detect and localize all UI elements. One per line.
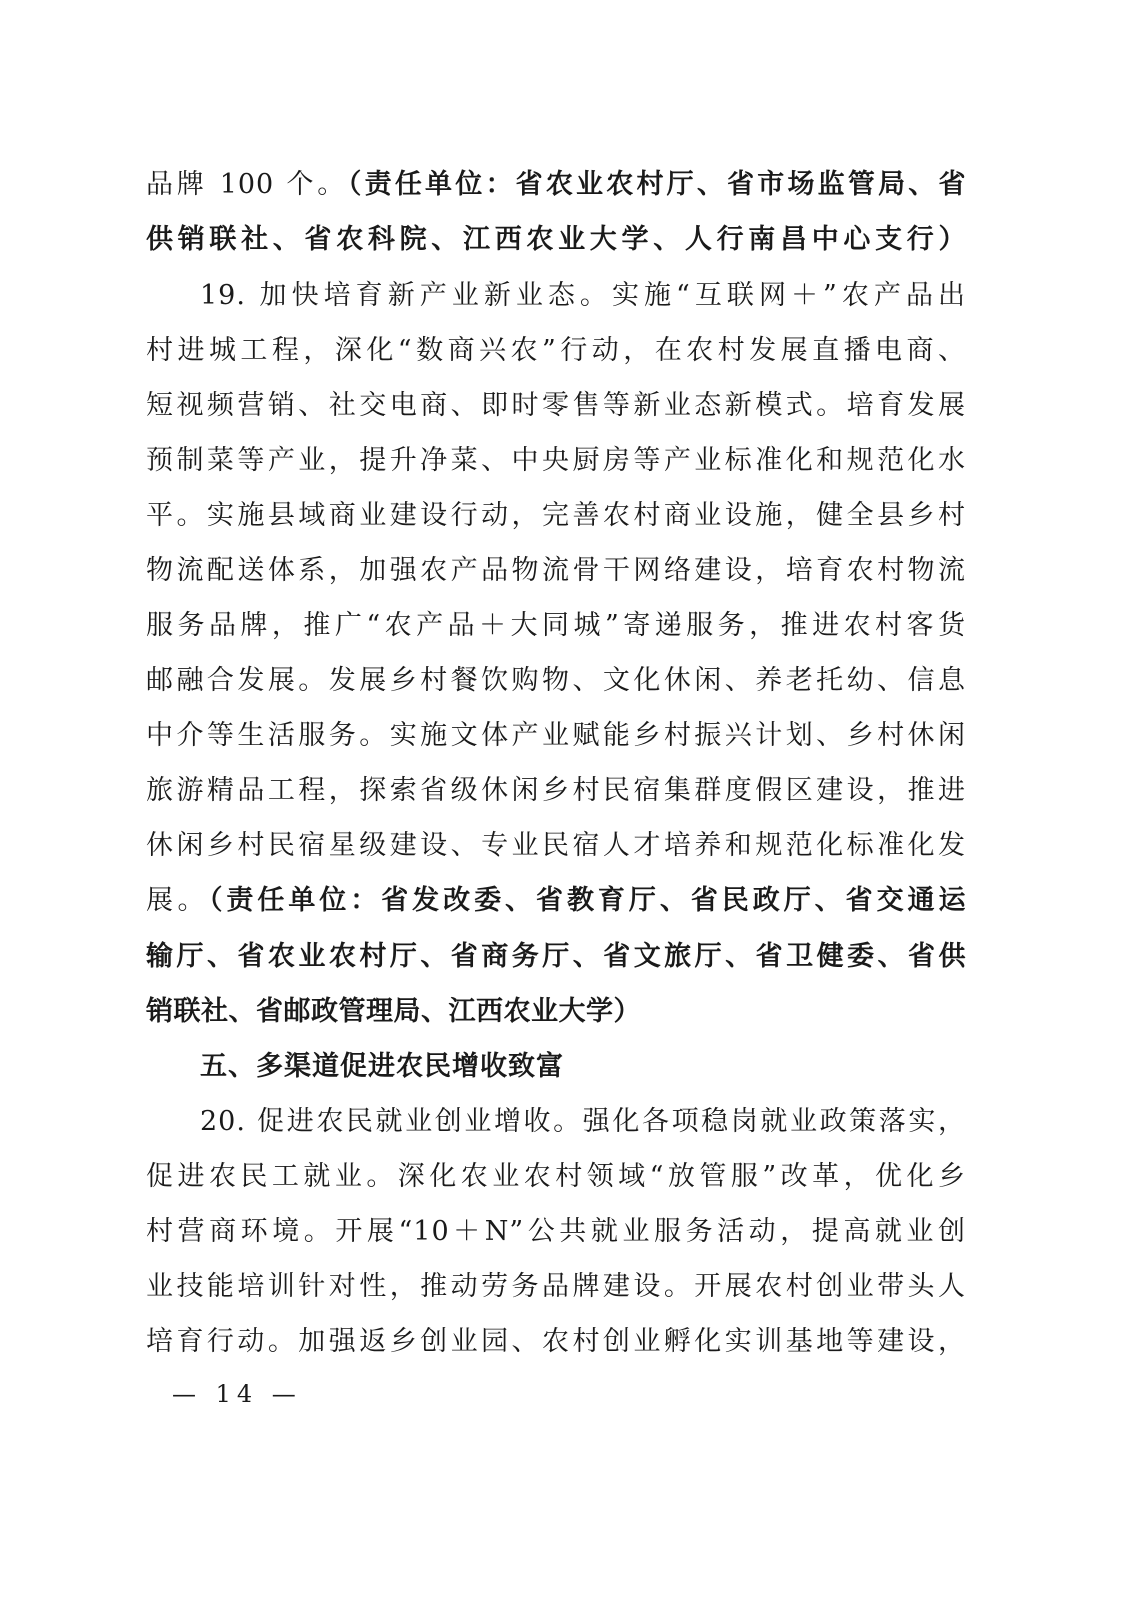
text-line-15: 输厅、省农业农村厅、省商务厅、省文旅厅、省卫健委、省供 xyxy=(146,941,966,972)
text-line-4: 村进城工程，深化“数商兴农”行动，在农村发展直播电商、 xyxy=(146,335,966,366)
text-line-2: 供销联社、省农科院、江西农业大学、人行南昌中心支行） xyxy=(146,224,966,255)
text-line-5: 短视频营销、社交电商、即时零售等新业态新模式。培育发展 xyxy=(146,390,966,421)
text-line-11: 中介等生活服务。实施文体产业赋能乡村振兴计划、乡村休闲 xyxy=(146,720,966,751)
text-line-12: 旅游精品工程，探索省级休闲乡村民宿集群度假区建设，推进 xyxy=(146,775,966,806)
text-line-18: 促进农民工就业。深化农业农村领域“放管服”改革，优化乡 xyxy=(146,1161,966,1192)
section-heading: 五、多渠道促进农民增收致富 xyxy=(200,1051,564,1082)
text-line-1: 品牌 100 个。（责任单位：省农业农村厅、省市场监管局、省 xyxy=(146,169,966,200)
text-line-20: 业技能培训针对性，推动劳务品牌建设。开展农村创业带头人 xyxy=(146,1271,966,1302)
text-line-21: 培育行动。加强返乡创业园、农村创业孵化实训基地等建设， xyxy=(146,1326,966,1357)
page-number: — 14 — xyxy=(172,1380,302,1408)
text-line-8: 物流配送体系，加强农产品物流骨干网络建设，培育农村物流 xyxy=(146,555,966,586)
paragraph-20-title-line: 20. 促进农民就业创业增收。强化各项稳岗就业政策落实， xyxy=(200,1106,966,1137)
text-line-6: 预制菜等产业，提升净菜、中央厨房等产业标准化和规范化水 xyxy=(146,445,966,476)
text-line-19: 村营商环境。开展“10＋N”公共就业服务活动，提高就业创 xyxy=(146,1216,966,1247)
text-line-9: 服务品牌，推广“农产品＋大同城”寄递服务，推进农村客货 xyxy=(146,610,966,641)
text-line-10: 邮融合发展。发展乡村餐饮购物、文化休闲、养老托幼、信息 xyxy=(146,665,966,696)
text-line-7: 平。实施县域商业建设行动，完善农村商业设施，健全县乡村 xyxy=(146,500,966,531)
text-line-13: 休闲乡村民宿星级建设、专业民宿人才培养和规范化标准化发 xyxy=(146,830,966,861)
paragraph-19-title-line: 19. 加快培育新产业新业态。实施“互联网＋”农产品出 xyxy=(200,280,966,311)
text-line-14: 展。（责任单位：省发改委、省教育厅、省民政厅、省交通运 xyxy=(146,885,966,916)
text-line-16: 销联社、省邮政管理局、江西农业大学） xyxy=(146,996,641,1027)
